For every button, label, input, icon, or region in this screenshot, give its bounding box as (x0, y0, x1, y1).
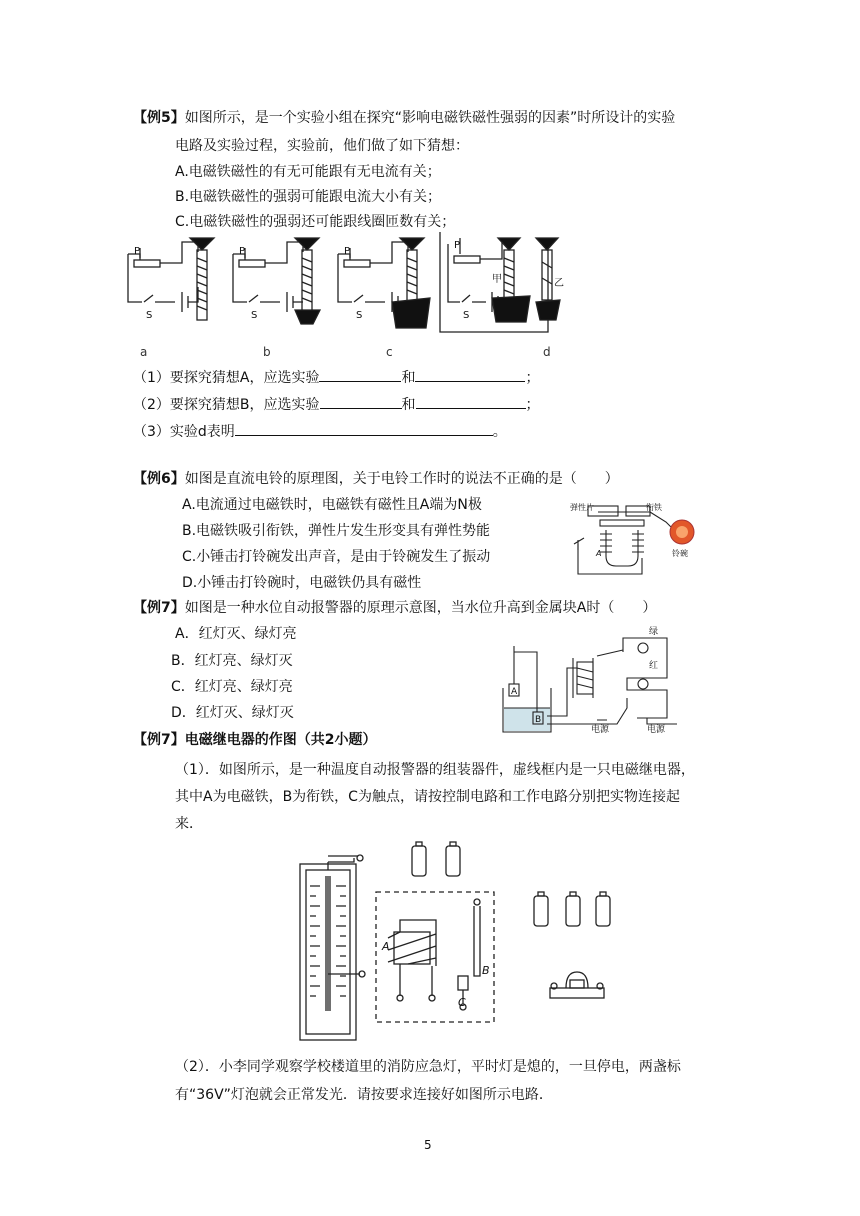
q2-text: （2）要探究猜想B，应选实验 (133, 397, 320, 413)
ex6-stem-text: 如图是直流电铃的原理图，关于电铃工作时的说法不正确的是（ ） (184, 471, 619, 487)
label-block-a: A (511, 687, 518, 697)
ex5-line2: 电路及实验过程，实验前，他们做了如下猜想： (175, 138, 469, 154)
ex7-water-alarm-figure (497, 628, 687, 734)
ex5-line1 (133, 108, 675, 128)
label-p-c: P (344, 246, 351, 257)
fig-label-d: d (543, 345, 551, 359)
label-bowl: 铃碗 (672, 549, 688, 558)
ex5-stem-1: 如图所示，是一个实验小组在探究“影响电磁铁磁性强弱的因素”时所设计的实验 (184, 110, 676, 126)
ex7-stem-text: 如图是一种水位自动报警器的原理示意图，当水位升高到金属块A时（ ） (184, 600, 657, 616)
ex5-hypothesis-b: B.电磁铁磁性的强弱可能跟电流大小有关； (175, 189, 442, 205)
ex5-question-1 (133, 367, 539, 388)
battery-icon (412, 842, 460, 876)
ex7b-title: 电磁继电器的作图（共2小题） (184, 732, 377, 748)
ex7b-p2-line1: （2）．小李同学观察学校楼道里的消防应急灯，平时灯是熄的，一旦停电，两盏标 (175, 1059, 681, 1075)
label-armature: 衔铁 (646, 503, 662, 512)
q1-blank-1[interactable] (319, 367, 401, 382)
ex7b-p1-line1: （1）．如图所示，是一种温度自动报警器的组装器件，虚线框内是一只电磁继电器， (175, 762, 695, 778)
q1-end: ； (525, 370, 540, 386)
ex6-option-b: B.电磁铁吸引衔铁，弹性片发生形变具有弹性势能 (182, 523, 491, 539)
label-elastic: 弹性片 (570, 503, 594, 512)
ex5-tag: 【例5】 (133, 110, 185, 126)
ex7b-p1-line2: 其中A为电磁铁，B为衔铁，C为触点，请按控制电路和工作电路分别把实物连接起 (175, 789, 680, 805)
thermometer (300, 856, 360, 1040)
label-p-b: P (239, 246, 246, 257)
q2-blank-2[interactable] (416, 394, 526, 409)
fig-label-c: c (386, 345, 393, 359)
bell-icon (550, 972, 604, 998)
ex7-option-b: B．红灯亮、绿灯灭 (171, 653, 293, 669)
label-red: 红 (649, 661, 659, 671)
ex7b-tag: 【例7】 (133, 732, 185, 748)
label-power-1: 电源 (591, 725, 610, 735)
ex6-option-a: A.电流通过电磁铁时，电磁铁有磁性且A端为N极 (182, 497, 482, 513)
q1-and: 和 (401, 370, 416, 386)
ex7b-p2-line2: 有“36V”灯泡就会正常发光．请按要求连接好如图所示电路． (175, 1087, 553, 1103)
ex7-option-c: C．红灯亮、绿灯亮 (171, 679, 293, 695)
label-s-a: S (146, 310, 153, 321)
label-block-b: B (535, 715, 542, 725)
label-yi: 乙 (554, 278, 564, 289)
q3-text: （3）实验d表明 (133, 424, 235, 440)
circuit-b (233, 238, 320, 324)
label-green: 绿 (649, 627, 659, 637)
label-relay-a: A (382, 940, 390, 953)
q2-end: ； (525, 397, 540, 413)
ex5-hypothesis-c: C.电磁铁磁性的强弱还可能跟线圈匝数有关； (175, 214, 456, 230)
q3-blank[interactable] (235, 421, 493, 436)
label-a-end: A (596, 549, 602, 558)
q1-blank-2[interactable] (415, 367, 525, 382)
ex5-question-2 (133, 394, 540, 415)
label-relay-b: B (482, 964, 490, 977)
label-jia: 甲 (492, 274, 502, 285)
fig-label-a: a (140, 345, 148, 359)
ex7-stem (133, 598, 656, 618)
label-s-b: S (251, 310, 258, 321)
label-s-d: S (463, 310, 470, 321)
label-power-2: 电源 (647, 725, 666, 735)
page-number: 5 (424, 1138, 432, 1152)
battery-icon (534, 892, 610, 926)
ex7-option-a: A．红灯灭、绿灯亮 (175, 626, 297, 642)
ex6-tag: 【例6】 (133, 471, 185, 487)
ex5-question-3 (133, 421, 507, 442)
ex6-option-d: D.小锤击打铃碗时，电磁铁仍具有磁性 (182, 575, 422, 591)
q1-text: （1）要探究猜想A，应选实验 (133, 370, 320, 386)
label-p-a: P (134, 246, 141, 257)
label-s-c: S (356, 310, 363, 321)
ex7b-relay-figure (296, 836, 636, 1046)
circuit-c (338, 238, 430, 328)
circuit-a (128, 238, 214, 320)
ex7-tag: 【例7】 (133, 600, 185, 616)
ex7b-p1-line3: 来． (175, 816, 203, 832)
ex6-stem (133, 469, 619, 489)
q3-end: 。 (492, 424, 507, 440)
label-relay-c: C (458, 996, 466, 1009)
ex5-electromagnet-figure (120, 232, 580, 362)
fig-label-b: b (263, 345, 271, 359)
ex5-hypothesis-a: A.电磁铁磁性的有无可能跟有无电流有关； (175, 164, 441, 180)
label-p-d: P (454, 240, 461, 251)
q2-and: 和 (401, 397, 416, 413)
ex6-option-c: C.小锤击打铃碗发出声音，是由于铃碗发生了振动 (182, 549, 491, 565)
q2-blank-1[interactable] (320, 394, 402, 409)
ex6-bell-figure (570, 500, 710, 582)
ex7b-heading (133, 730, 377, 750)
ex7-option-d: D．红灯灭、绿灯灭 (171, 705, 294, 721)
